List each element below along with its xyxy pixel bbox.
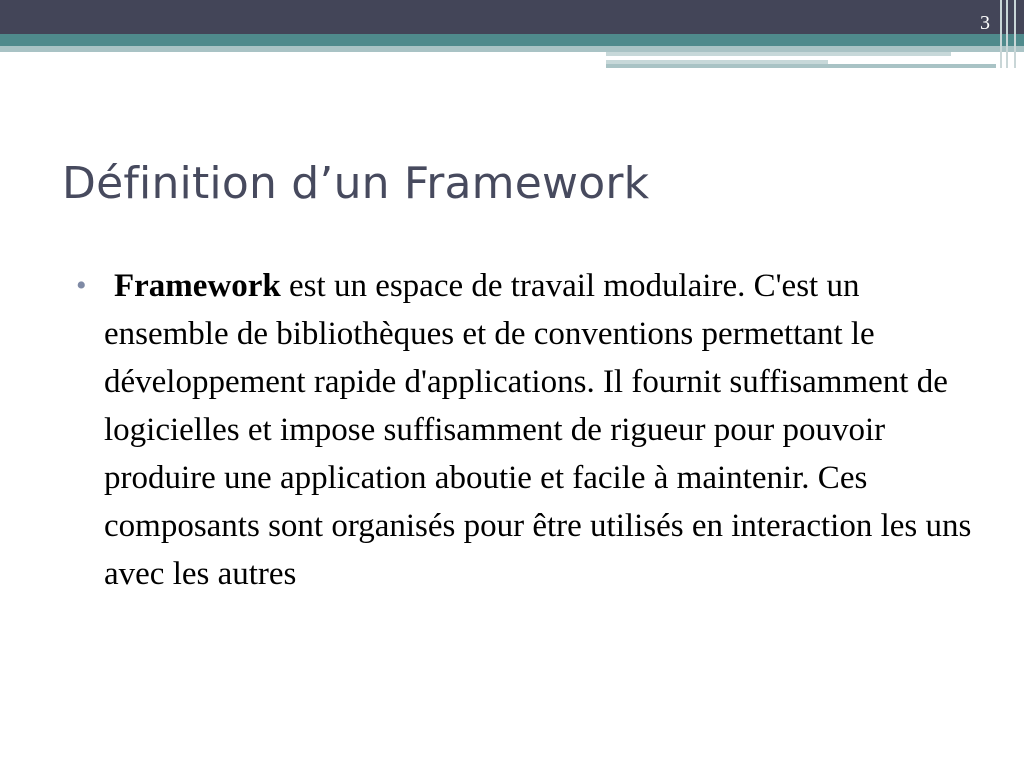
header-band-teal [0, 34, 1024, 46]
page-number: 3 [980, 12, 990, 34]
header-divider-line [1006, 0, 1008, 68]
header-accent-line [606, 52, 951, 56]
slide-content [76, 262, 976, 598]
bullet-icon: • [76, 269, 87, 302]
slide-title: Définition d’un Framework [62, 158, 650, 209]
bullet-item [76, 262, 976, 598]
header-divider-line [1014, 0, 1016, 68]
header-band-dark [0, 0, 1024, 34]
header-accent-line [606, 64, 996, 68]
bullet-term: Framework [114, 268, 281, 304]
bullet-text: est un espace de travail modulaire. C'est un ensemble de bibliothèques et de conventions permettant le développement rapide d'applications. Il fournit suffisamment de logicielles et impose suffisamment de rigueur pour pouvoir produire une application aboutie et facile à maintenir. Ces composants sont organisés pour être utilisés en interaction les uns avec les autres [104, 268, 972, 592]
header-divider-line [1000, 0, 1002, 68]
